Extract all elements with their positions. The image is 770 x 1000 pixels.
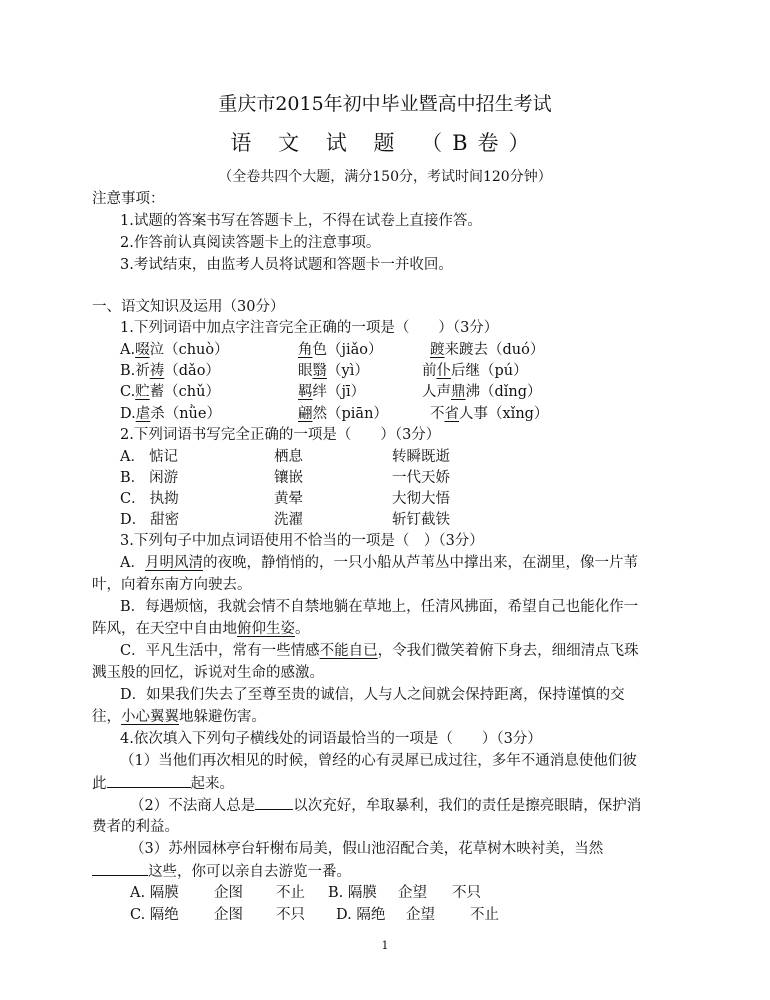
q3-option-a-line-1: A．月明风清的夜晚，静悄悄的，一只小船从芦苇丛中撑出来，在湖里，像一片苇 <box>120 555 638 571</box>
q2-option-b: B． 闲游 <box>120 470 179 486</box>
q3-option-b-line-2: 阵风，在天空中自由地俯仰生姿。 <box>92 621 310 637</box>
blank-2 <box>255 795 293 810</box>
q2-option-c: C． 执拗 <box>120 491 179 507</box>
q4-option-a: A. 隔膜 <box>130 885 179 901</box>
q1-option-b-word-3: 前仆后继（pú） <box>422 363 528 379</box>
paper-subtitle: 语 文 试 题 （B卷） <box>230 131 540 155</box>
q2-option-a: A． 惦记 <box>120 449 178 465</box>
question-1-stem: 1.下列词语中加点字注音完全正确的一项是（ ）（3分） <box>120 320 499 336</box>
blank-1 <box>107 773 191 788</box>
exam-info: （全卷共四个大题，满分150分，考试时间120分钟） <box>218 169 552 185</box>
note-item-3: 3.考试结束，由监考人员将试题和答题卡一并收回。 <box>120 257 453 273</box>
blank-3 <box>92 861 148 876</box>
q4-option-c-word-3: 不只 <box>276 907 305 923</box>
q3-option-a-line-2: 叶，向着东南方向驶去。 <box>92 577 252 593</box>
q1-option-c-word-3: 人声鼎沸（dǐng） <box>422 384 542 400</box>
q2-option-d-word-2: 洗濯 <box>274 512 303 528</box>
q1-option-d-word-1: D.虐杀（nǜe） <box>120 406 221 422</box>
q2-option-c-word-3: 大彻大悟 <box>392 491 450 507</box>
q4-sentence-1-line-2: 此 起来。 <box>92 773 234 794</box>
question-2-stem: 2.下列词语书写完全正确的一项是（ ）（3分） <box>120 427 441 443</box>
q4-option-d-word-2: 企望 <box>406 907 435 923</box>
q1-option-d-word-3: 不省人事（xǐng） <box>430 406 549 422</box>
q4-sentence-1-line-1: （1）当他们再次相见的时候，曾经的心有灵犀已成过往，多年不通消息使他们彼 <box>120 753 637 769</box>
q3-option-d-line-2: 往，小心翼翼地躲避伤害。 <box>92 709 266 725</box>
q4-option-c: C. 隔绝 <box>130 907 179 923</box>
q4-option-b-word-2: 企望 <box>398 885 427 901</box>
q3-option-c-line-2: 溅玉般的回忆，诉说对生命的感激。 <box>92 665 324 681</box>
q1-option-c-word-2: 羁绊（jī） <box>298 384 366 400</box>
q4-sentence-3-line-2: 这些，你可以亲自去游览一番。 <box>92 861 351 882</box>
exam-title: 重庆市2015年初中毕业暨高中招生考试 <box>218 93 552 115</box>
q4-option-a-word-3: 不止 <box>276 885 305 901</box>
q1-option-b-word-2: 眼翳（yì） <box>298 363 369 379</box>
q2-option-b-word-3: 一代天娇 <box>392 470 450 486</box>
notes-heading: 注意事项： <box>92 191 165 207</box>
q2-option-d-word-3: 斩钉截铁 <box>392 512 450 528</box>
q1-option-b-word-1: B.祈祷（dǎo） <box>120 363 220 379</box>
q3-option-d-line-1: D．如果我们失去了至尊至贵的诚信，人与人之间就会保持距离，保持谨慎的交 <box>120 687 625 703</box>
note-item-1: 1.试题的答案书写在答题卡上，不得在试卷上直接作答。 <box>120 213 482 229</box>
question-4-stem: 4.依次填入下列句子横线处的词语最恰当的一项是（ ）（3分） <box>120 731 542 747</box>
q4-sentence-2-line-2: 费者的利益。 <box>92 819 179 835</box>
page-number: 1 <box>381 939 389 952</box>
q4-option-b: B. 隔膜 <box>328 885 377 901</box>
q4-option-a-word-2: 企图 <box>214 885 243 901</box>
q4-option-d: D. 隔绝 <box>336 907 386 923</box>
q4-sentence-3-line-1: （3）苏州园林亭台轩榭布局美，假山池沼配合美，花草树木映衬美，当然 <box>130 841 604 857</box>
q4-option-b-word-3: 不只 <box>452 885 481 901</box>
q1-option-a-word-2: 角色（jiǎo） <box>298 342 383 358</box>
q4-option-d-word-3: 不止 <box>470 907 499 923</box>
q2-option-d: D． 甜密 <box>120 512 180 528</box>
q4-option-c-word-2: 企图 <box>214 907 243 923</box>
q2-option-a-word-3: 转瞬既逝 <box>392 449 450 465</box>
q2-option-c-word-2: 黄晕 <box>274 491 303 507</box>
q1-option-a-word-1: A.啜泣（chuò） <box>120 342 229 358</box>
section-heading: 一、语文知识及运用（30分） <box>92 299 285 315</box>
q1-option-c-word-1: C.贮蓄（chǔ） <box>120 384 220 400</box>
question-3-stem: 3.下列句子中加点词语使用不恰当的一项是（ ）（3分） <box>120 533 484 549</box>
q2-option-b-word-2: 镶嵌 <box>274 470 303 486</box>
q3-option-c-line-1: C．平凡生活中，常有一些情感不能自已，令我们微笑着俯下身去，细细清点飞珠 <box>120 643 639 659</box>
q1-option-a-word-3: 踱来踱去（duó） <box>430 342 545 358</box>
q4-sentence-2-line-1: （2）不法商人总是 以次充好，牟取暴利，我们的责任是擦亮眼睛，保护消 <box>130 795 641 816</box>
q2-option-a-word-2: 栖息 <box>274 449 303 465</box>
q1-option-d-word-2: 翩然（piān） <box>298 406 388 422</box>
note-item-2: 2.作答前认真阅读答题卡上的注意事项。 <box>120 235 381 251</box>
q3-option-b-line-1: B．每遇烦恼，我就会情不自禁地躺在草地上，任清风拂面，希望自己也能化作一 <box>120 599 639 615</box>
